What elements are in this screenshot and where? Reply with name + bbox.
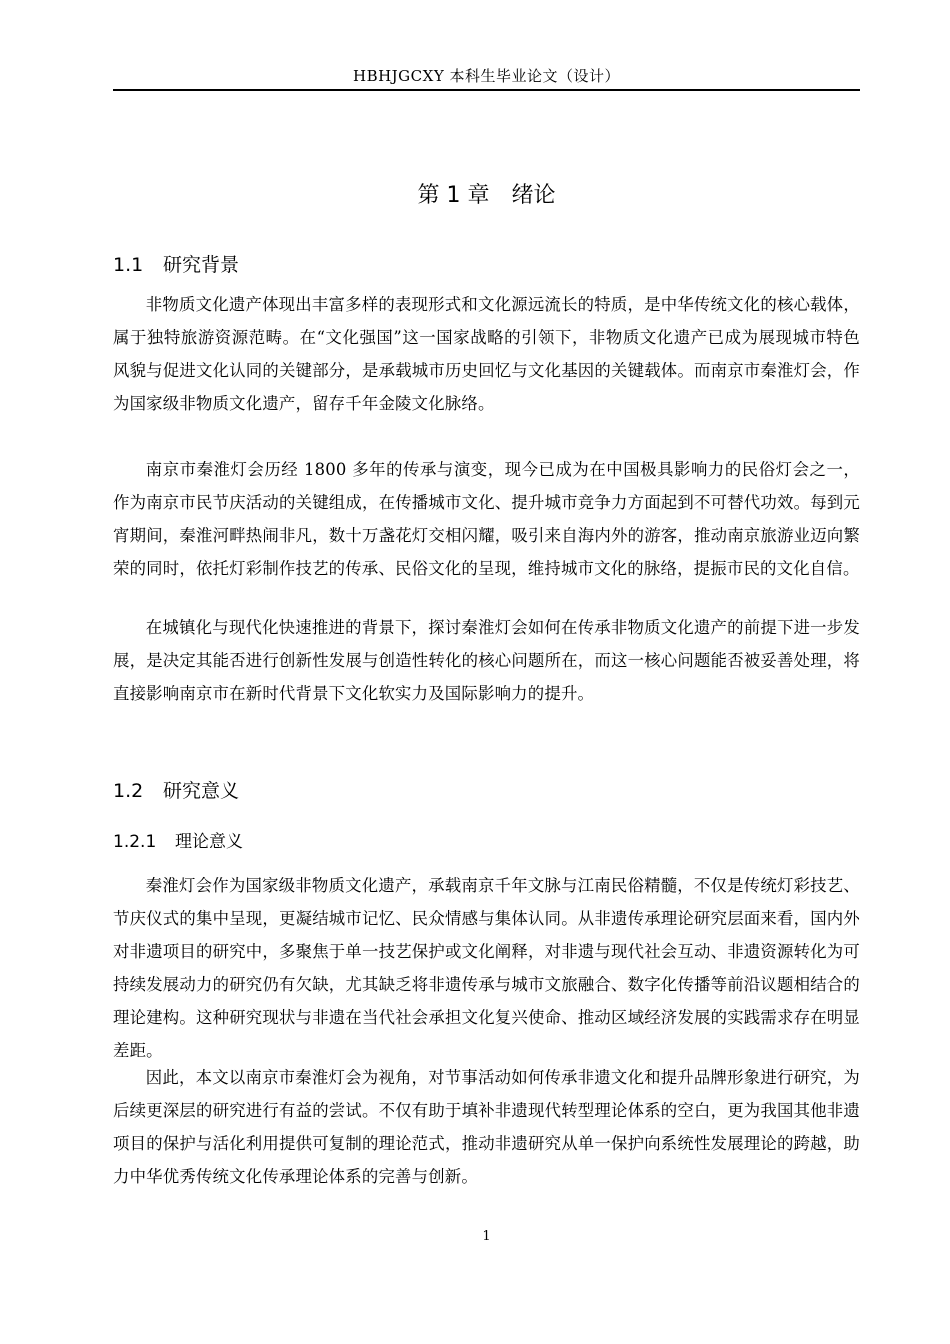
paragraph: 秦淮灯会作为国家级非物质文化遗产，承载南京千年文脉与江南民俗精髓，不仅是传统灯彩技艺、节庆仪式的集中呈现，更凝结城市记忆、民众情感与集体认同。从非遗传承理论研究层面来看，国内外对非遗项目的研究中，多聚焦于单一技艺保护或文化阐释，对非遗与现代社会互动、非遗资源转化为可持续发展动力的研究仍有欠缺，尤其缺乏将非遗传承与城市文旅融合、数字化传播等前沿议题相结合的理论建构。这种研究现状与非遗在当代社会承担文化复兴使命、推动区域经济发展的实践需求存在明显差距。 — [113, 876, 860, 1060]
chapter-number: 第 1 章 — [417, 183, 490, 208]
section-heading-1-2 — [113, 777, 239, 805]
running-header: HBHJGCXY 本科生毕业论文（设计） — [352, 67, 620, 85]
section-number: 1.1 — [113, 254, 144, 276]
subsection-number: 1.2.1 — [113, 832, 157, 852]
subsection-title: 理论意义 — [175, 832, 243, 852]
paragraph: 南京市秦淮灯会历经 1800 多年的传承与演变，现今已成为在中国极具影响力的民俗灯会之一，作为南京市民节庆活动的关键组成，在传播城市文化、提升城市竞争力方面起到不可替代功效。每到元宵期间，秦淮河畔热闹非凡，数十万盏花灯交相闪耀，吸引来自海内外的游客，推动南京旅游业迈向繁荣的同时，依托灯彩制作技艺的传承、民俗文化的呈现，维持城市文化的脉络，提振市民的文化自信。 — [113, 460, 860, 578]
header-rule — [113, 89, 860, 91]
paragraph: 因此，本文以南京市秦淮灯会为视角，对节事活动如何传承非遗文化和提升品牌形象进行研究，为后续更深层的研究进行有益的尝试。不仅有助于填补非遗现代转型理论体系的空白，更为我国其他非遗项目的保护与活化利用提供可复制的理论范式，推动非遗研究从单一保护向系统性发展理论的跨越，助力中华优秀传统文化传承理论体系的完善与创新。 — [113, 1068, 860, 1186]
chapter-title — [113, 180, 860, 212]
paragraph: 在城镇化与现代化快速推进的背景下，探讨秦淮灯会如何在传承非物质文化遗产的前提下进一步发展，是决定其能否进行创新性发展与创造性转化的核心问题所在，而这一核心问题能否被妥善处理，将直接影响南京市在新时代背景下文化软实力及国际影响力的提升。 — [113, 618, 860, 703]
section-heading-1-1 — [113, 251, 239, 279]
subsection-heading-1-2-1 — [113, 829, 243, 855]
paragraph: 非物质文化遗产体现出丰富多样的表现形式和文化源远流长的特质，是中华传统文化的核心载体，属于独特旅游资源范畴。在“文化强国”这一国家战略的引领下，非物质文化遗产已成为展现城市特色风貌与促进文化认同的关键部分，是承载城市历史回忆与文化基因的关键载体。而南京市秦淮灯会，作为国家级非物质文化遗产，留存千年金陵文化脉络。 — [113, 295, 860, 413]
chapter-name: 绪论 — [511, 183, 556, 208]
section-title: 研究背景 — [163, 254, 240, 276]
section-number: 1.2 — [113, 780, 144, 802]
page-number: 1 — [482, 1229, 491, 1244]
section-title: 研究意义 — [163, 780, 240, 802]
